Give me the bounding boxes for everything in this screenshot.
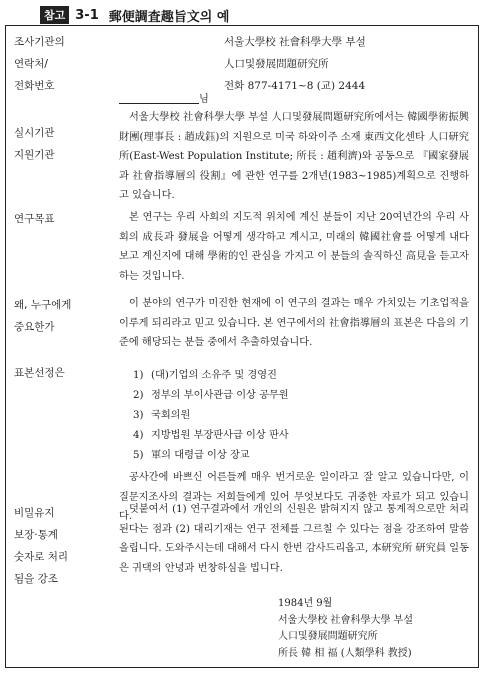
paragraph-after-list: 공사간에 바쁘신 어른들께 매우 번거로운 일이라고 잘 알고 있습니다만, 이 질문지조사의 결과는 저희들에게 있어 무엇보다도 귀중한 자료가 되고 있습니다.	[119, 472, 469, 522]
contact-block: 서울大學校 社會科學大學 부설 人口및發展問題研究所 전화 877-4171~8 (교) 2444	[224, 36, 366, 92]
list-item: 4) 지방법원 부장판사급 이상 판사	[133, 430, 289, 441]
label-sample: 표본선정은	[14, 367, 65, 379]
paragraph-agency: 서울大學校 社會科學大學 부설 人口및發展問題研究所에서는 韓國學術振興財團(理事長 : 趙成鈺)의 지원으로 미국 하와이주 소재 東西文化센타 人口研究所(East-West Population Institute; 所長 : 趙利濟)와 공동으로 『國家發展과 社會指導層의 役割』에 관한 연구를 2개년(1983~1985)계획으로 진행하고 있습니다.	[119, 112, 469, 201]
list-item: 1) (대)기업의 소유주 및 경영진	[133, 370, 277, 381]
list-item: 5) 軍의 대령급 이상 장교	[133, 450, 250, 461]
paragraph-why: 이 분야의 연구가 미진한 현재에 이 연구의 결과는 매우 가치있는 기초업적을 이루게 되리라고 믿고 있습니다. 본 연구에서의 社會指導層의 표본은 다음의 기준에 해당되는 분들 중에서 추출하였습니다.	[119, 298, 469, 348]
figure-header	[40, 4, 229, 26]
reference-badge: 참고	[40, 6, 69, 24]
label-why: 왜, 누구에게 중요한가	[14, 299, 72, 333]
label-contact: 조사기관의 연락처/ 전화번호	[14, 36, 65, 92]
label-goal: 연구목표	[14, 213, 55, 225]
label-agency: 실시기관 지원기관	[14, 127, 55, 161]
label-privacy: 비밀유지 보장·통계 숫자로 처리 됨을 강조	[14, 507, 69, 585]
salutation: 님	[119, 90, 469, 110]
figure-number: 3-1	[75, 7, 99, 23]
letter-box	[5, 25, 479, 668]
paragraph-privacy: 덧붙여서 (1) 연구결과에서 개인의 신원은 밝혀지지 않고 통계적으로만 처리된다는 점과 (2) 대리기재는 연구 전체를 그르칠 수 있다는 점을 강조하여 말씀올립니다. 도와주시는데 대해서 다시 한번 감사드리옵고, 本研究所 研究員 일동은 귀댁의 안녕과 번창하심을 빕니다.	[119, 504, 469, 574]
figure-title: 郵便調査趣旨文의 예	[108, 9, 230, 25]
signature-block: 1984년 9월 서울大學校 社會科學大學 부설 人口및發展問題研究所 所長 韓 相 福 (人類學科 教授)	[278, 598, 413, 659]
criteria-list	[119, 366, 469, 466]
recipient-blank	[119, 91, 199, 104]
list-item: 3) 국회의원	[133, 410, 191, 421]
list-item: 2) 정부의 부이사관급 이상 공무원	[133, 390, 289, 401]
paragraph-goal: 본 연구는 우리 사회의 지도적 위치에 계신 분들이 지난 20여년간의 우리 사회의 成長과 發展을 어떻게 생각하고 계시고, 미래의 韓國社會를 어떻게 내다보고 계신지에 대해 學術的인 관심을 가지고 이 분들의 솔직하신 高見을 듣고자 하는 것입니다.	[119, 212, 469, 282]
